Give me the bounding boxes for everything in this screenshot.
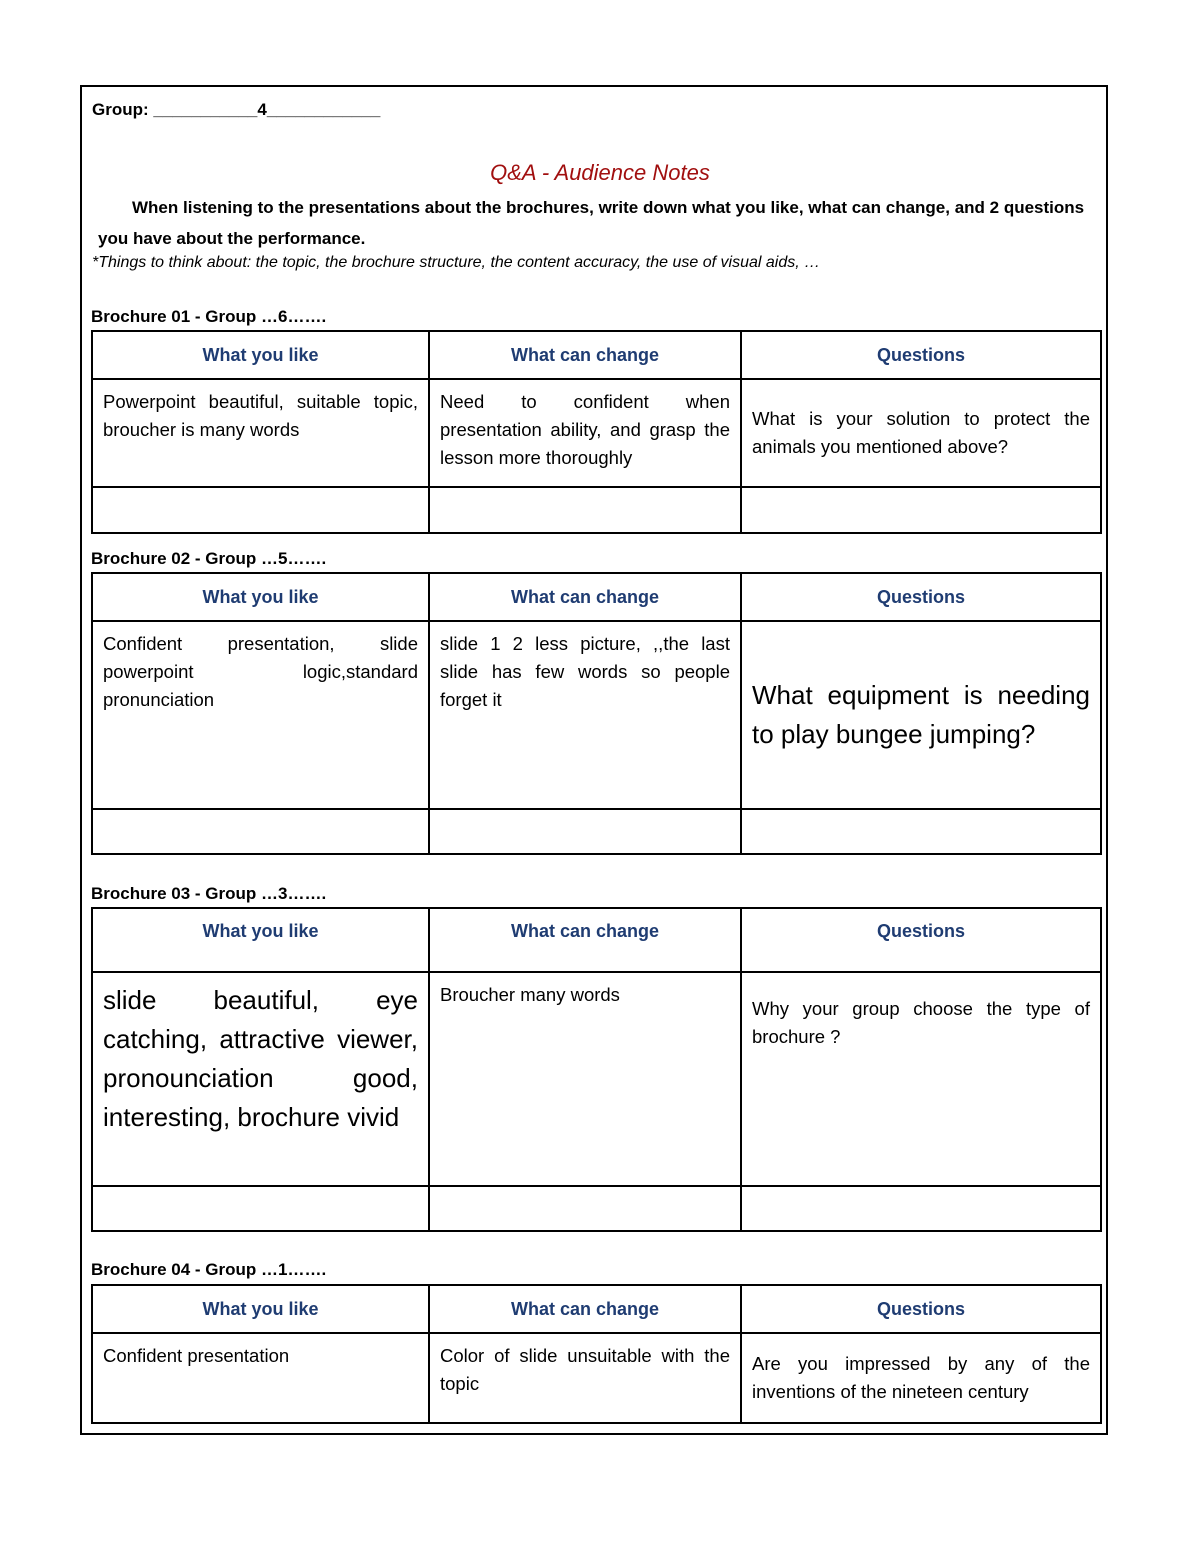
empty-cell — [429, 809, 741, 854]
change-cell: Color of slide unsuitable with the topic — [429, 1333, 741, 1423]
brochure-04-label: Brochure 04 - Group …1……. — [91, 1260, 327, 1279]
empty-cell — [429, 1186, 741, 1231]
header-what-you-like: What you like — [92, 573, 429, 621]
question-cell: What is your solution to protect the animals you mentioned above? — [741, 379, 1101, 487]
like-cell: Confident presentation — [92, 1333, 429, 1423]
brochure-01-label: Brochure 01 - Group …6……. — [91, 307, 327, 326]
brochure-03-table — [91, 907, 1102, 1232]
header-questions: Questions — [741, 573, 1101, 621]
header-what-can-change: What can change — [429, 908, 741, 972]
brochure-04-table — [91, 1284, 1102, 1424]
like-cell: Confident presentation, slide powerpoint logic,standard pronunciation — [92, 621, 429, 809]
empty-cell — [741, 487, 1101, 533]
header-questions: Questions — [741, 1285, 1101, 1333]
empty-cell — [429, 487, 741, 533]
header-what-can-change: What can change — [429, 1285, 741, 1333]
header-questions: Questions — [741, 331, 1101, 379]
question-cell: Why your group choose the type of brochure ? — [741, 972, 1101, 1186]
group-line: Group: ___________4____________ — [92, 100, 381, 119]
empty-cell — [741, 809, 1101, 854]
instructions-text: When listening to the presentations about the brochures, write down what you like, what can change, and 2 questions you have about the performance. — [98, 198, 1085, 248]
header-what-can-change: What can change — [429, 331, 741, 379]
page-title: Q&A - Audience Notes — [490, 160, 710, 185]
header-what-can-change: What can change — [429, 573, 741, 621]
question-cell: Are you impressed by any of the inventions of the nineteen century — [741, 1333, 1101, 1423]
brochure-01-table — [91, 330, 1102, 534]
header-what-you-like: What you like — [92, 331, 429, 379]
header-what-you-like: What you like — [92, 1285, 429, 1333]
brochure-02-table — [91, 572, 1102, 855]
brochure-03-label: Brochure 03 - Group …3……. — [91, 884, 327, 903]
question-cell: What equipment is needing to play bungee jumping? — [741, 621, 1101, 809]
like-cell: Powerpoint beautiful, suitable topic, broucher is many words — [92, 379, 429, 487]
empty-cell — [92, 1186, 429, 1231]
change-cell: Broucher many words — [429, 972, 741, 1186]
header-what-you-like: What you like — [92, 908, 429, 972]
instructions — [98, 192, 1098, 254]
brochure-02-label: Brochure 02 - Group …5……. — [91, 549, 327, 568]
like-cell: slide beautiful, eye catching, attractive viewer, pronounciation good, interesting, brochure vivid — [92, 972, 429, 1186]
hint-text: *Things to think about: the topic, the brochure structure, the content accuracy, the use of visual aids, … — [92, 254, 821, 271]
empty-cell — [92, 487, 429, 533]
header-questions: Questions — [741, 908, 1101, 972]
change-cell: slide 1 2 less picture, ,,the last slide has few words so people forget it — [429, 621, 741, 809]
change-cell: Need to confident when presentation ability, and grasp the lesson more thoroughly — [429, 379, 741, 487]
empty-cell — [92, 809, 429, 854]
empty-cell — [741, 1186, 1101, 1231]
